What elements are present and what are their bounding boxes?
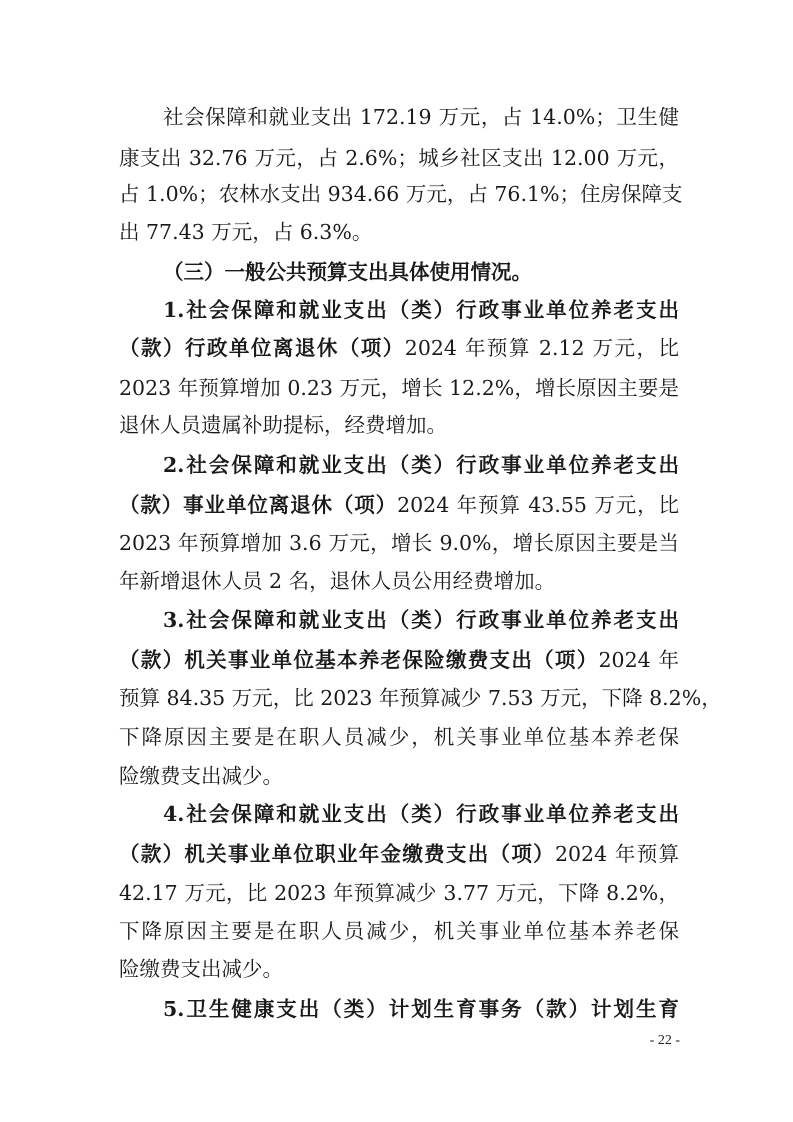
text-line: 下降原因主要是在职人员减少，机关事业单位基本养老保 xyxy=(119,725,679,749)
text-line: 1.社会保障和就业支出（类）行政事业单位养老支出 xyxy=(163,298,679,322)
item-text-part: 2024 年预算 2.12 万元，比 xyxy=(404,336,679,360)
text-line: 出 77.43 万元，占 6.3%。 xyxy=(119,220,373,244)
item-text-part: 2024 年预算 43.55 万元，比 xyxy=(397,493,679,517)
text-line: 2.社会保障和就业支出（类）行政事业单位养老支出 xyxy=(163,453,679,477)
text-line: 年新增退休人员 2 名，退休人员公用经费增加。 xyxy=(119,569,556,593)
text-line: 2023 年预算增加 3.6 万元，增长 9.0%，增长原因主要是当 xyxy=(119,531,679,555)
text-line: 预算 84.35 万元，比 2023 年预算减少 7.53 万元，下降 8.2%， xyxy=(119,686,722,710)
text-line xyxy=(119,333,679,363)
text-line: 42.17 万元，比 2023 年预算减少 3.77 万元，下降 8.2%， xyxy=(119,881,679,905)
item-heading-part: （款）机关事业单位基本养老保险缴费支出（项） xyxy=(119,648,599,672)
text-line: 险缴费支出减少。 xyxy=(119,764,283,788)
text-line: 下降原因主要是在职人员减少，机关事业单位基本养老保 xyxy=(119,919,679,943)
text-line: 险缴费支出减少。 xyxy=(119,957,283,981)
item-heading-part: （款）事业单位离退休（项） xyxy=(119,493,398,517)
text-line: 3.社会保障和就业支出（类）行政事业单位养老支出 xyxy=(163,608,679,632)
text-line: 5.卫生健康支出（类）计划生育事务（款）计划生育 xyxy=(163,997,679,1021)
text-line xyxy=(119,645,679,675)
text-line: 占 1.0%；农林水支出 934.66 万元，占 76.1%；住房保障支 xyxy=(119,182,683,206)
text-line xyxy=(119,490,679,520)
item-heading-part: （款）行政单位离退休（项） xyxy=(119,336,405,360)
text-line: 社会保障和就业支出 172.19 万元，占 14.0%；卫生健 xyxy=(163,105,679,129)
item-text-part: 2024 年 xyxy=(598,648,679,672)
text-line: 康支出 32.76 万元，占 2.6%；城乡社区支出 12.00 万元， xyxy=(119,146,679,170)
section-heading: （三）一般公共预算支出具体使用情况。 xyxy=(163,260,532,284)
text-line: 2023 年预算增加 0.23 万元，增长 12.2%，增长原因主要是 xyxy=(119,376,679,400)
text-line: 退休人员遗属补助提标，经费增加。 xyxy=(119,413,447,437)
text-line: 4.社会保障和就业支出（类）行政事业单位养老支出 xyxy=(163,802,679,826)
item-text-part: 2024 年预算 xyxy=(554,842,680,866)
item-heading-part: （款）机关事业单位职业年金缴费支出（项） xyxy=(119,842,555,866)
page-number: - 22 - xyxy=(649,1033,680,1048)
text-line xyxy=(119,839,679,869)
